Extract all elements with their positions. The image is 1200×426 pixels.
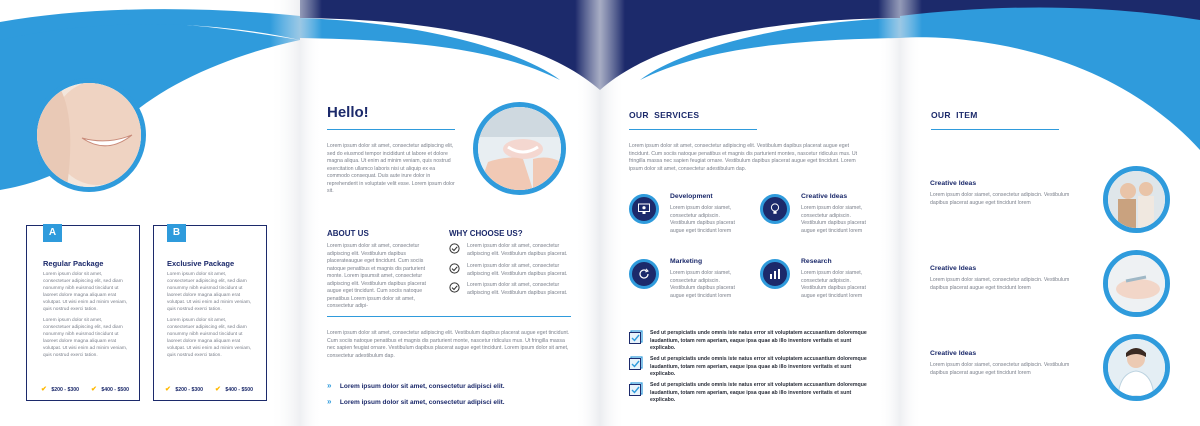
item-entry: Creative Ideas Lorem ipsum dolor siamet, consectetur adipiscin. Vestibulum dapibus placerat augue eget tincidunt lorem [930, 265, 1070, 291]
about-title: ABOUT US [327, 229, 369, 238]
nurse-photo-image [1108, 339, 1165, 396]
package-description: Lorem ipsum dolor sit amet, consectetuer adipiscing elit, sed diam nonummy nibh euismod tincidunt ut laoreet dolore magna aliquam erat volutpat. Ut wisi enim ad minim veniam, quis nostrud exerci tation. [167, 272, 252, 312]
price-option: ✔ $200 - $300 [41, 386, 80, 393]
bottom-text: Lorem ipsum dolor sit amet, consectetur adipiscing elit. Vestibulum dapibus placerat augue eget tincidunt. Cum sociis natoque penatibus et magnis dis parturient monte, nascetur ridiculus mus. Ut fringilla massa nec sapien feugiat ornare. Vestibulum dapibus placerat augue eget tincidunt. Lorem ipsum dolor sit amet, consectetur adestibulum dap. [327, 330, 570, 359]
check-circle-icon [449, 243, 460, 254]
treatment-photo-image [1108, 255, 1165, 312]
check-list-item: Sed ut perspiciatis unde omnis iste natus error sit voluptatem accusantium doloremque laudantium, totam rem aperiam, eaque ipsa quae ab illo inventore veritatis et sunt explicabo. [629, 382, 872, 405]
chart-icon [760, 259, 790, 289]
services-intro: Lorem ipsum dolor sit amet, consectetur adipiscing elit. Vestibulum dapibus placerat augue eget tincidunt. Cum sociis natoque penatibus et magnis dis parturient montes, nascetur ridiculus mus. Ut fringilla massa nec sapien feugiat ornare. Vestibulum dapibus placerat augue eget tincidunt. Lorem ipsum dolor sit amet, consectetur adestibulum dap. [629, 143, 858, 172]
package-description: Lorem ipsum dolor sit amet, consectetuer adipiscing elit, sed diam nonummy nibh euismod tincidunt ut laoreet dolore magna aliquam erat volutpat. Ut wisi enim ad minim veniam, quis nostrud exerci tation. [167, 318, 252, 358]
package-tag: B [167, 224, 186, 242]
items-title: OUR ITEM [931, 110, 978, 120]
section-divider [327, 316, 571, 317]
nurse-photo [1103, 334, 1170, 401]
bullet-item: » Lorem ipsum dolor sit amet, consectetur adipisci elit. [327, 381, 505, 390]
hello-heading: Hello! [327, 104, 369, 121]
package-title: Exclusive Package [167, 259, 235, 268]
treatment-photo [1103, 250, 1170, 317]
package-description: Lorem ipsum dolor sit amet, consectetuer adipiscing elit, sed diam nonummy nibh euismod tincidunt ut laoreet dolore magna aliquam erat volutpat. Ut wisi enim ad minim veniam, quis nostrud exerci tation. [43, 318, 128, 358]
service-research: Research Lorem ipsum dolor siamet, consectetur adipiscin. Vestibulum dapibus placerat augue eget tincidunt lorem [760, 257, 890, 307]
package-card-exclusive [153, 225, 267, 401]
service-development: Development Lorem ipsum dolor siamet, consectetur adipiscin. Vestibulum dapibus placerat augue eget tincidunt lorem [629, 192, 759, 242]
family-photo-image [1108, 171, 1165, 228]
checkbox-icon [629, 356, 643, 370]
service-marketing: Marketing Lorem ipsum dolor siamet, consectetur adipiscin. Vestibulum dapibus placerat augue eget tincidunt lorem [629, 257, 759, 307]
check-list-item: Sed ut perspiciatis unde omnis iste natus error sit voluptatem accusantium doloremque laudantium, totam rem aperiam, eaque ipsa quae ab illo inventore veritatis et sunt explicabo. [629, 330, 872, 353]
hello-text: Lorem ipsum dolor sit amet, consectetur adipiscing elit, sed do eiusmod tempor incididunt ut labore et dolore magna aliqua. Ut enim ad minim veniam, quis nostrud exercitation ullamco laboris nisi ut aliquip ex ea commodo consequat. Duis aute irure dolor in reprehenderit in voluptate velit esse. Lorem ipsum dolor sit. [327, 143, 455, 195]
item-entry: Creative Ideas Lorem ipsum dolor siamet, consectetur adipiscin. Vestibulum dapibus placerat augue eget tincidunt lorem [930, 350, 1070, 376]
package-title: Regular Package [43, 259, 104, 268]
item-entry: Creative Ideas Lorem ipsum dolor siamet, consectetur adipiscin. Vestibulum dapibus placerat augue eget tincidunt lorem [930, 180, 1070, 206]
family-photo [1103, 166, 1170, 233]
heading-underline [931, 129, 1059, 130]
why-title: WHY CHOOSE US? [449, 229, 523, 238]
heading-underline [629, 129, 757, 130]
price-option: ✔ $400 - $500 [91, 386, 130, 393]
monitor-icon [629, 194, 659, 224]
price-option: ✔ $400 - $500 [215, 386, 254, 393]
check-icon: ✔ [215, 386, 221, 393]
bullet-item: » Lorem ipsum dolor sit amet, consectetur adipisci elit. [327, 397, 505, 406]
heading-underline [327, 129, 455, 130]
dentist-photo [473, 102, 566, 195]
package-card-regular [26, 225, 140, 401]
double-chevron-icon: » [327, 397, 332, 406]
check-icon: ✔ [41, 386, 47, 393]
checkbox-icon [629, 382, 643, 396]
check-circle-icon [449, 282, 460, 293]
about-text: Lorem ipsum dolor sit amet, consectetur adipiscing elit. Vestibulum dapibus placerateaugue eget tincidunt. Cum sociis natoque penatibus et magnis dis parturient monte. Lorem ipsumsit amet, consectetur adipiscing elit. Vestibulum dapibus placerat augue eget tincidunt. Cum sociis natoque penatibus Lorem ipsum dolor sit amet, consectetur adipi- [327, 243, 426, 310]
why-item: Lorem ipsum dolor sit amet, consectetur adipiscing elit. Vestibulum dapibus placerat. [449, 282, 571, 297]
check-list-item: Sed ut perspiciatis unde omnis iste natus error sit voluptatem accusantium doloremque laudantium, totam rem aperiam, eaque ipsa quae ab illo inventore veritatis et sunt explicabo. [629, 356, 872, 379]
services-title: OUR SERVICES [629, 110, 700, 120]
double-chevron-icon: » [327, 381, 332, 390]
check-icon: ✔ [165, 386, 171, 393]
refresh-icon [629, 259, 659, 289]
why-item: Lorem ipsum dolor sit amet, consectetur adipiscing elit. Vestibulum dapibus placerat. [449, 243, 571, 258]
lightbulb-icon [760, 194, 790, 224]
dentist-photo-image [478, 107, 561, 190]
smile-photo-image [37, 83, 141, 187]
smile-photo [32, 78, 146, 192]
package-tag: A [43, 224, 62, 242]
price-option: ✔ $200 - $300 [165, 386, 204, 393]
package-description: Lorem ipsum dolor sit amet, consectetuer adipiscing elit, sed diam nonummy nibh euismod tincidunt ut laoreet dolore magna aliquam erat volutpat. Ut wisi enim ad minim veniam, quis nostrud exerci tation. [43, 272, 128, 312]
service-creative-ideas: Creative Ideas Lorem ipsum dolor siamet, consectetur adipiscin. Vestibulum dapibus placerat augue eget tincidunt lorem [760, 192, 890, 242]
check-icon: ✔ [91, 386, 97, 393]
why-item: Lorem ipsum dolor sit amet, consectetur adipiscing elit. Vestibulum dapibus placerat. [449, 263, 571, 278]
check-circle-icon [449, 263, 460, 274]
checkbox-icon [629, 330, 643, 344]
